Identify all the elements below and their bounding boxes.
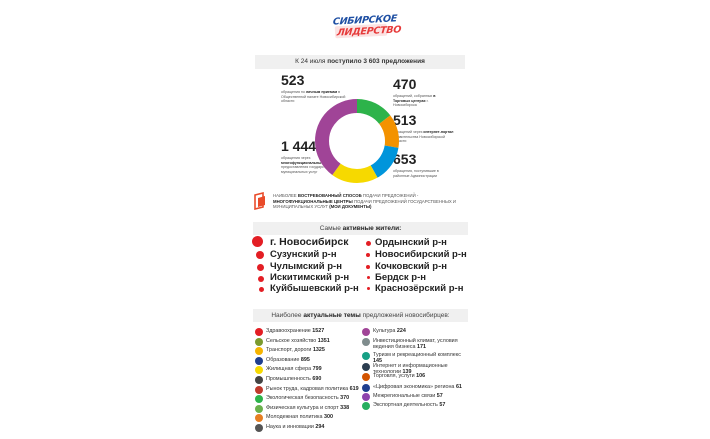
labor-icon (255, 386, 263, 394)
topic-count: 370 (340, 395, 350, 402)
topic-item (255, 328, 365, 338)
active-residents-bar: Самые активные жители: (253, 222, 468, 235)
topic-count: 106 (416, 373, 426, 379)
topic-name: Наука и инновации (266, 424, 314, 430)
topic-count: 61 (455, 384, 462, 390)
topic-name: Экспортная деятельность (373, 402, 438, 408)
export-icon (362, 402, 370, 410)
science-icon (255, 424, 263, 432)
ecology-icon (255, 395, 263, 403)
topic-item (255, 366, 365, 376)
topic-item (255, 395, 365, 405)
stat-number: 523 (281, 72, 305, 88)
intro-bold: поступило 3 603 предложения (327, 58, 425, 65)
topic-name: Транспорт, дороги (266, 347, 312, 354)
topic-item (255, 414, 365, 424)
industry-icon (255, 376, 263, 384)
tourism-icon (362, 352, 370, 360)
transport-icon (255, 347, 263, 355)
topic-count: 139 (402, 368, 412, 375)
topic-count: 619 (349, 385, 359, 392)
district-dot (367, 287, 370, 290)
topic-name: Межрегиональные связи (373, 393, 436, 399)
stat-number: 470 (393, 76, 417, 92)
topic-item (255, 424, 365, 434)
district-dot (367, 276, 370, 279)
stat-number: 1 444 (281, 138, 317, 154)
topic-item (255, 386, 365, 396)
topic-name: Культура (373, 328, 396, 334)
topic-text (266, 348, 361, 354)
topics-right-list (362, 328, 472, 438)
topic-text (266, 339, 361, 345)
topic-item (362, 328, 472, 338)
mfc-text: НАИБОЛЕЕ ВОСТРЕБОВАННЫЙ СПОСОБ ПОДАЧИ ПРЕДЛОЖЕНИЙ - МНОГОФУНКЦИОНАЛЬНЫЕ ЦЕНТРЫ ПОДАЧИ ПРЕДЛОЖЕНИЙ ГОСУДАРСТВЕННЫХ И МУНИЦИПАЛЬНЫХ УСЛУГ (МОИ ДОКУМЕНТЫ) (273, 193, 456, 210)
agriculture-icon (255, 338, 263, 346)
topic-name: Инвестиционный климат, условия ведения бизнеса (373, 338, 458, 350)
health-icon (255, 328, 263, 336)
topic-count: 338 (340, 404, 350, 411)
topics-left-list (255, 328, 365, 438)
intro-prefix: К 24 июля (295, 58, 326, 65)
digital-icon (362, 384, 370, 392)
topic-name: Туризм и рекреационный комплекс (373, 352, 461, 358)
sport-icon (255, 405, 263, 413)
topic-text (266, 425, 361, 431)
topic-count: 224 (396, 328, 406, 334)
topic-text (373, 339, 468, 351)
education-icon (255, 357, 263, 365)
logo-line-2: ЛИДЕРСТВО (336, 24, 402, 39)
topic-count: 690 (312, 376, 322, 382)
topic-item (255, 347, 365, 357)
topics-bar: Наиболее актуальные темы предложений новосибирцев: (253, 309, 468, 322)
district-name: г. Новосибирск (270, 236, 349, 248)
topic-name: Сельское хозяйство (266, 337, 317, 344)
topic-count: 294 (315, 424, 325, 430)
district-dot (256, 251, 264, 259)
topic-item (362, 352, 472, 362)
stat-description: обращений, собранных в Торговых центрах г. Новосибирска (393, 94, 436, 108)
youth-icon (255, 414, 263, 422)
topic-text (373, 385, 468, 391)
trade-icon (362, 373, 370, 381)
internet-icon (362, 363, 370, 371)
topic-text (266, 396, 361, 402)
stat-number: 653 (393, 151, 417, 167)
topic-text (266, 329, 361, 335)
topic-name: Жилищная сфера (266, 366, 312, 373)
topic-count: 300 (324, 414, 334, 421)
stat-description: обращения по личным приемам в Общественной палате Новосибирской области (281, 90, 346, 104)
topic-item (362, 338, 472, 348)
topic-name: Экологическая безопасность (266, 395, 339, 402)
logo-line-1: СИБИРСКОЕ (332, 13, 398, 28)
topic-count: 1351 (317, 337, 330, 344)
topic-name: Интернет и информационные технологии (373, 363, 448, 375)
topic-name: Молодежная политика (266, 414, 323, 421)
district-name: Бердск р-н (375, 272, 426, 283)
topic-count: 145 (373, 357, 382, 364)
topic-item (362, 373, 472, 383)
topic-count: 171 (416, 343, 426, 350)
topic-text (373, 394, 468, 400)
topic-item (362, 402, 472, 412)
district-name: Чулымский р-н (270, 261, 342, 272)
topic-text (373, 374, 468, 380)
culture-icon (362, 328, 370, 336)
topic-text (266, 387, 361, 393)
topic-item (255, 338, 365, 348)
district-dot (257, 264, 264, 271)
district-name: Куйбышевский р-н (270, 283, 359, 294)
district-dot (366, 265, 370, 269)
topic-count: 1527 (312, 328, 325, 334)
topic-item (255, 357, 365, 367)
investment-icon (362, 338, 370, 346)
topic-name: Здравоохранение (266, 328, 311, 334)
topic-text (266, 406, 361, 412)
interregional-icon (362, 393, 370, 401)
topic-name: Рынок труда, кадровая политика (266, 385, 349, 392)
topic-text (373, 403, 468, 409)
topic-name: Образование (266, 356, 300, 363)
topic-count: 57 (436, 393, 443, 399)
district-name: Искитимский р-н (270, 272, 350, 283)
stat-description: обращения через многофункциональные центры предоставления государственных и муниципальных услуг (281, 156, 341, 174)
topic-text (373, 329, 468, 335)
topic-name: Промышленность (266, 376, 311, 382)
district-dot (366, 253, 370, 257)
topic-name: «Цифровая экономика» региона (373, 384, 455, 390)
topic-count: 57 (439, 402, 446, 408)
district-dot (366, 241, 371, 246)
district-name: Ордынский р-н (375, 237, 447, 248)
district-name: Кочковский р-н (375, 261, 447, 272)
district-name: Новосибирский р-н (375, 249, 467, 260)
topic-count: 1325 (312, 347, 325, 354)
housing-icon (255, 366, 263, 374)
topic-text (266, 415, 361, 421)
topic-item (255, 405, 365, 415)
stat-number: 513 (393, 112, 417, 128)
stat-description: обращения, поступившие в районные Администрации (393, 169, 439, 178)
topic-item (362, 363, 472, 373)
stat-description: обращений через интернет-портал Правительства Новосибирской области (393, 130, 454, 144)
district-dot (252, 236, 263, 247)
district-name: Краснозёрский р-н (375, 283, 464, 294)
topic-item (255, 376, 365, 386)
topic-text (266, 377, 361, 383)
topic-text (266, 358, 361, 364)
district-name: Сузунский р-н (270, 249, 337, 260)
district-dot (258, 276, 264, 282)
topic-text (266, 367, 361, 373)
topic-name: Торговля, услуги (373, 373, 415, 379)
topic-count: 895 (300, 356, 310, 363)
topic-name: Физическая культура и спорт (266, 404, 339, 411)
district-dot (259, 287, 264, 292)
topic-count: 799 (312, 366, 322, 373)
